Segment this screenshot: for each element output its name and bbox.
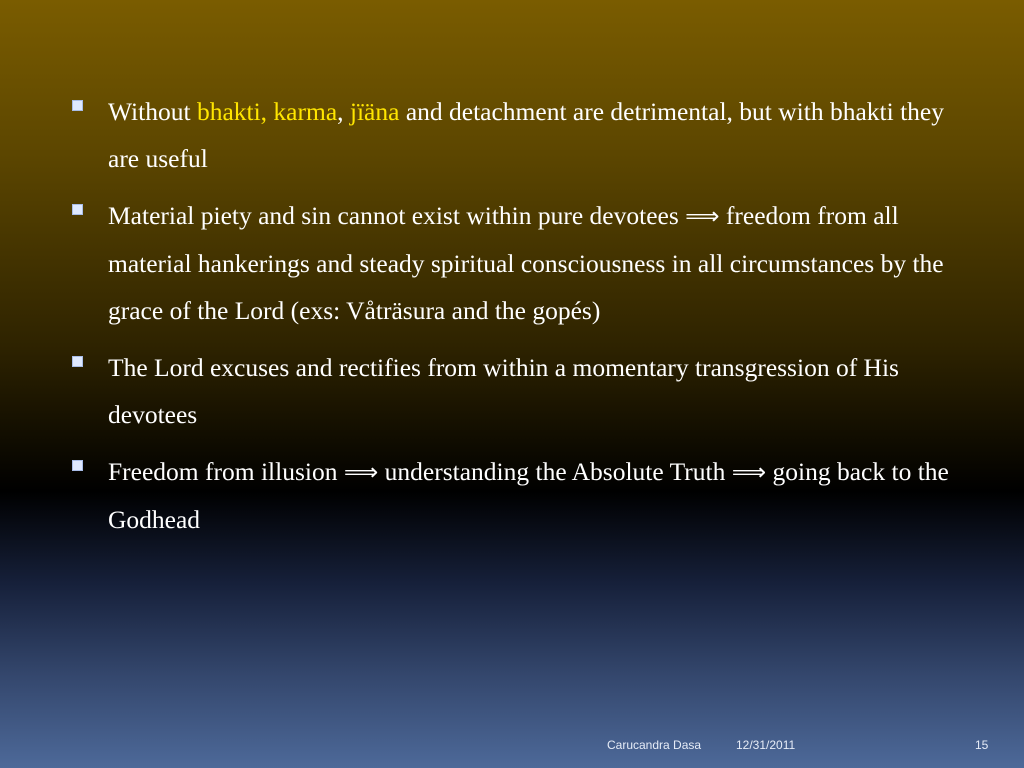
footer-author: Carucandra Dasa — [607, 738, 702, 752]
bullet-2-text: Material piety and sin cannot exist within pure devotees — [108, 201, 686, 230]
bullet-item-4 — [72, 448, 972, 543]
square-bullet-icon — [72, 356, 83, 367]
square-bullet-icon — [72, 100, 83, 111]
bullet-1-text-2: , — [337, 97, 350, 126]
bullet-1-text-3: and detachment are detrimental, but with bhakti they are useful — [108, 97, 944, 173]
bullet-item-3 — [72, 344, 972, 438]
bullet-4-text: Freedom from illusion — [108, 457, 344, 486]
bullet-2-text-2: freedom from all material hankerings and steady spiritual consciousness in all circumstances by the grace of the Lord (exs: Våträsura and the gopés) — [108, 201, 944, 325]
implies-arrow-icon: ⟹ — [343, 458, 379, 486]
footer-date: 12/31/2011 — [736, 738, 796, 752]
bullet-1-text: Without — [108, 97, 197, 126]
implies-arrow-icon: ⟹ — [731, 458, 767, 486]
bullet-4-text-2: understanding the Absolute Truth — [378, 457, 732, 486]
square-bullet-icon — [72, 460, 83, 471]
bullet-1-highlight-2: jïäna — [349, 97, 400, 126]
bullet-item-1 — [72, 88, 972, 182]
slide-number: 15 — [975, 738, 989, 752]
bullet-3-text: The Lord excuses and rectifies from within a momentary transgression of His devotees — [108, 353, 899, 429]
square-bullet-icon — [72, 204, 83, 215]
bullet-1-highlight-1: bhakti, karma — [196, 97, 338, 126]
bullet-4-text-3: going back to the Godhead — [108, 457, 949, 534]
bullet-list — [72, 88, 972, 553]
bullet-item-2 — [72, 192, 972, 334]
implies-arrow-icon: ⟹ — [685, 202, 720, 230]
